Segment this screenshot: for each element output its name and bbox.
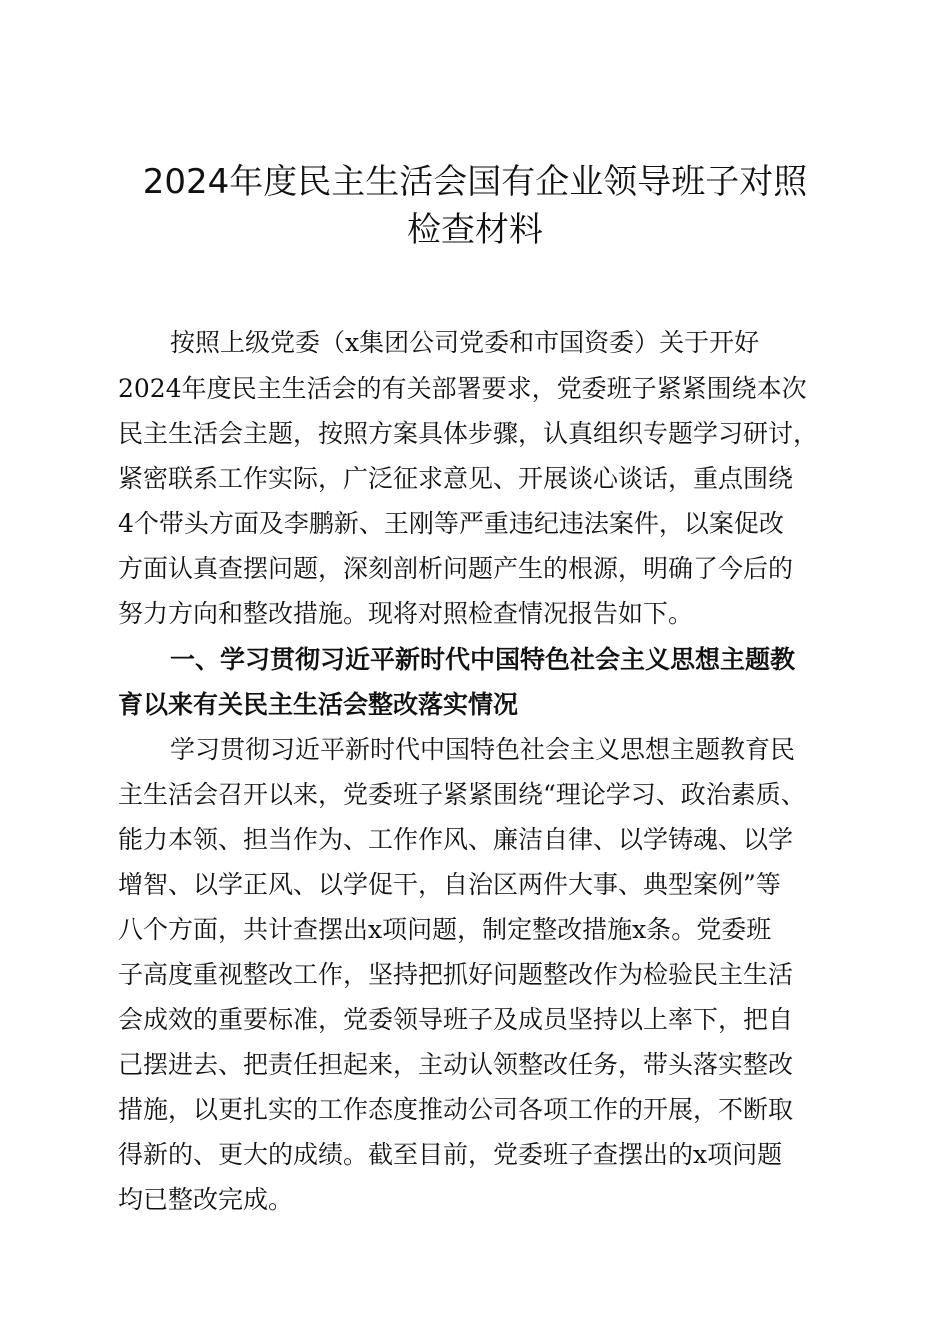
document-title-line-2: 检查材料 — [407, 210, 543, 250]
section-body-line: 主生活会召开以来，党委班子紧紧围绕“理论学习、政治素质、 — [118, 780, 806, 809]
section-body-line: 措施，以更扎实的工作态度推动公司各项工作的开展，不断取 — [118, 1095, 794, 1124]
intro-paragraph-line: 2024年度民主生活会的有关部署要求，党委班子紧紧围绕本次 — [118, 374, 807, 403]
section-body-line: 增智、以学正风、以学促干，自治区两件大事、典型案例”等 — [118, 870, 781, 899]
document-title-line-1: 2024年度民主生活会国有企业领导班子对照 — [142, 162, 808, 202]
section-heading-line: 一、学习贯彻习近平新时代中国特色社会主义思想主题教 — [170, 645, 796, 674]
section-heading-line: 育以来有关民主生活会整改落实情况 — [118, 690, 519, 719]
section-body-line: 均已整改完成。 — [118, 1185, 294, 1214]
intro-paragraph-line: 4个带头方面及李鹏新、王刚等严重违纪违法案件，以案促改 — [118, 509, 784, 538]
section-body-line: 学习贯彻习近平新时代中国特色社会主义思想主题教育民 — [170, 735, 796, 764]
intro-paragraph-line: 努力方向和整改措施。现将对照检查情况报告如下。 — [118, 599, 694, 628]
section-body-line: 得新的、更大的成绩。截至目前，党委班子查摆出的x项问题 — [118, 1140, 783, 1169]
intro-paragraph-line: 紧密联系工作实际，广泛征求意见、开展谈心谈话，重点围绕 — [118, 464, 794, 493]
section-body-line: 会成效的重要标准，党委领导班子及成员坚持以上率下，把自 — [118, 1005, 794, 1034]
section-body-line: 子高度重视整改工作，坚持把抓好问题整改作为检验民主生活 — [118, 960, 794, 989]
section-body-line: 己摆进去、把责任担起来，主动认领整改任务，带头落实整改 — [118, 1050, 794, 1079]
section-body-line: 八个方面，共计查摆出x项问题，制定整改措施x条。党委班 — [118, 915, 772, 944]
intro-paragraph-line: 民主生活会主题，按照方案具体步骤，认真组织专题学习研讨， — [118, 419, 819, 448]
section-body-line: 能力本领、担当作为、工作作风、廉洁自律、以学铸魂、以学 — [118, 825, 794, 854]
intro-paragraph-line: 方面认真查摆问题，深刻剖析问题产生的根源，明确了今后的 — [118, 554, 794, 583]
intro-paragraph-line: 按照上级党委（x集团公司党委和市国资委）关于开好 — [170, 328, 760, 357]
